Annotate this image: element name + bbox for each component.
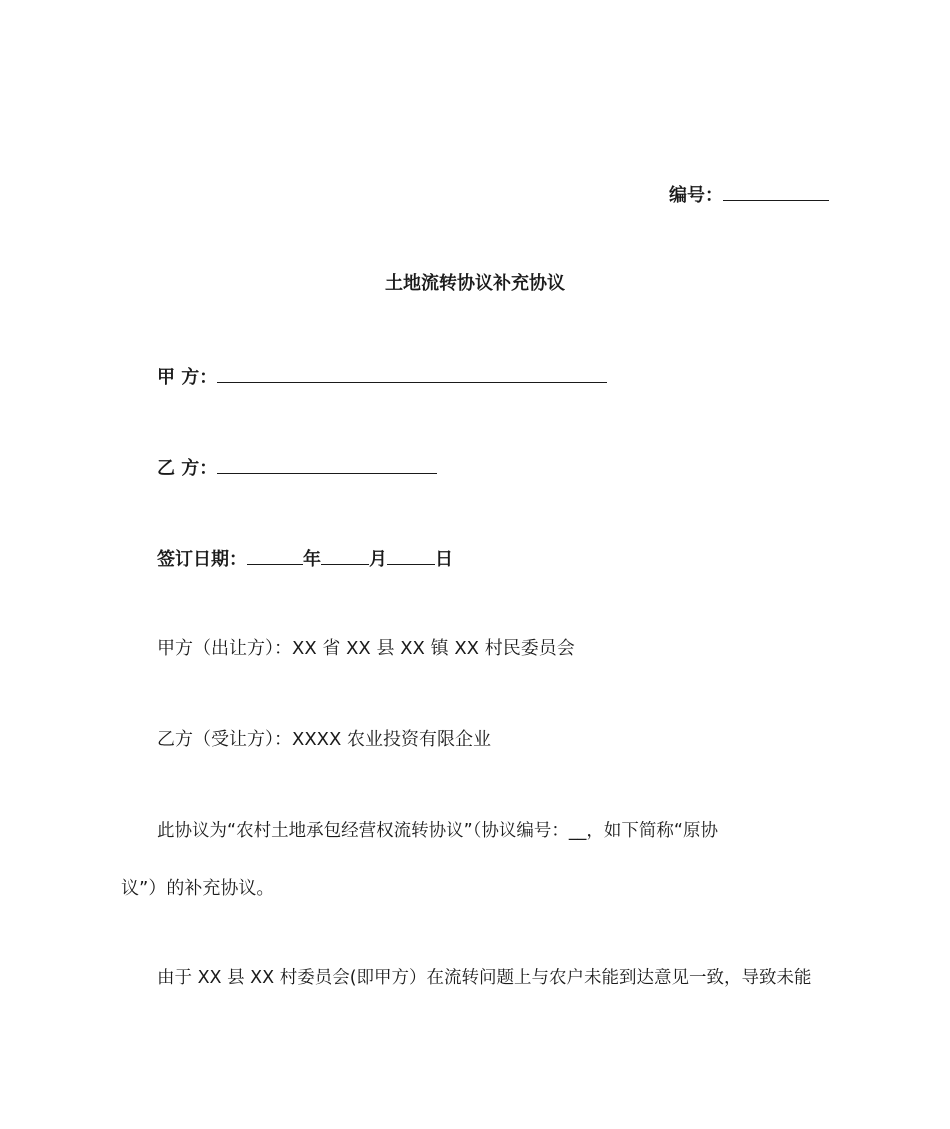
party-b-label: 乙 方：: [157, 458, 218, 479]
party-a-label: 甲 方：: [157, 367, 218, 388]
sign-date-field: [157, 546, 453, 572]
paragraph-2-line-1: 由于 XX 县 XX 村委员会(即甲方）在流转问题上与农户未能到达意见一致，导致未能: [157, 968, 812, 988]
party-a-detail: 甲方（出让方）：XX 省 XX 县 XX 镇 XX 村民委员会: [157, 638, 575, 659]
paragraph-1-line-1: 此协议为“农村土地承包经营权流转协议”（协议编号：__，如下简称“原协: [157, 821, 718, 841]
party-a-field: [157, 364, 607, 390]
document-title: 土地流转协议补充协议: [385, 273, 565, 294]
paragraph-1-line-2: 议”）的补充协议。: [121, 878, 275, 899]
month-blank: [321, 546, 369, 565]
party-b-detail: 乙方（受让方）：XXXX 农业投资有限企业: [157, 729, 492, 750]
year-blank: [247, 546, 303, 565]
party-b-blank: [217, 455, 437, 474]
party-a-blank: [217, 364, 607, 383]
day-blank: [387, 546, 435, 565]
month-label: 月: [369, 549, 387, 570]
document-number-label: 编号：: [669, 185, 723, 206]
sign-date-label: 签订日期：: [157, 549, 247, 570]
document-number: [669, 182, 829, 208]
document-number-blank: [723, 182, 829, 201]
party-b-field: [157, 455, 437, 481]
year-label: 年: [303, 549, 321, 570]
day-label: 日: [435, 549, 453, 570]
